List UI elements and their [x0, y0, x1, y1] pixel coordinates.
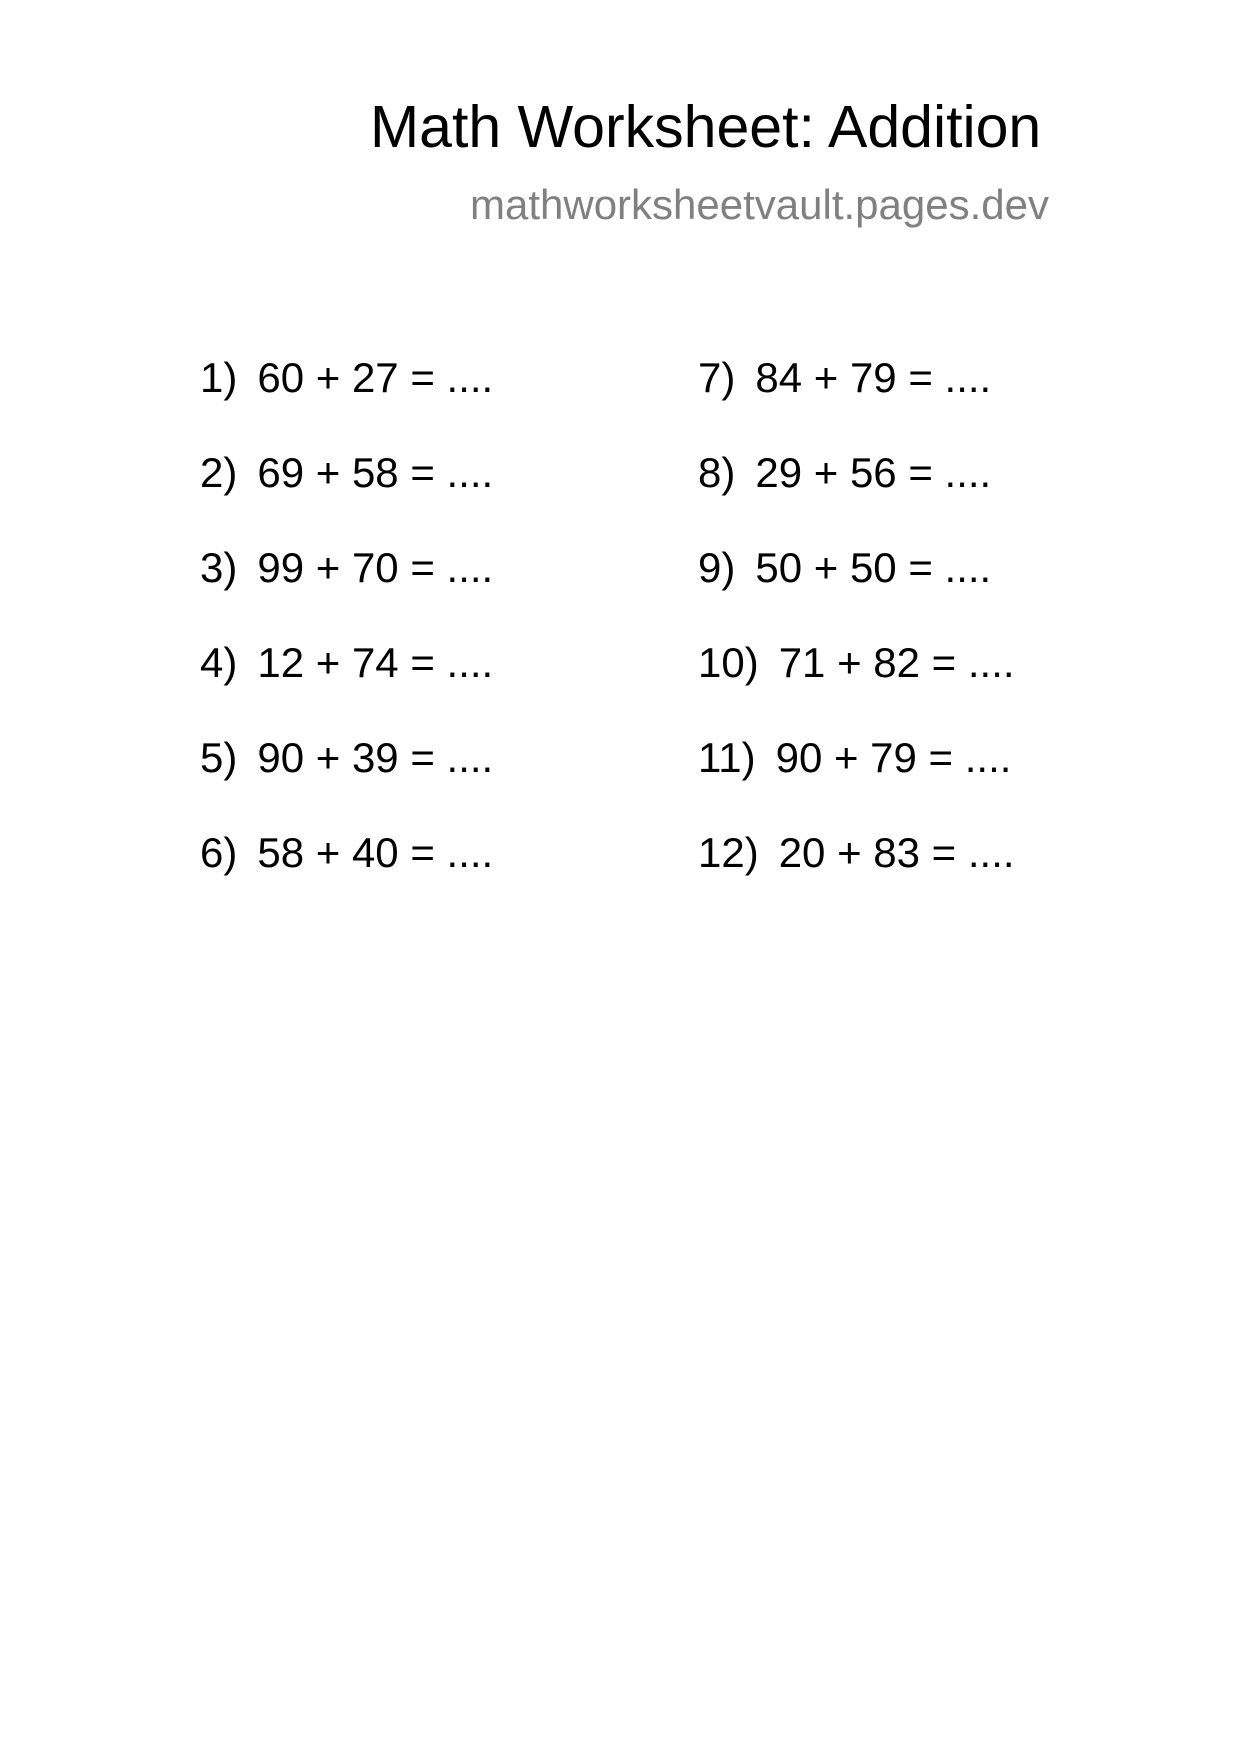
- problem-expression: 60 + 27 = ....: [257, 354, 494, 401]
- problem-expression: 84 + 79 = ....: [755, 354, 992, 401]
- problem-number: 12): [698, 829, 759, 876]
- problem-number: 6): [200, 829, 238, 876]
- problem-number: 8): [698, 449, 736, 496]
- problem-expression: 99 + 70 = ....: [257, 544, 494, 591]
- problem-number: 3): [200, 544, 238, 591]
- problem-item: [200, 734, 494, 781]
- problem-number: 9): [698, 544, 736, 591]
- problem-item: [200, 354, 494, 401]
- problem-number: 5): [200, 734, 238, 781]
- problem-item: [698, 639, 1015, 686]
- website-label: mathworksheetvault.pages.dev: [470, 181, 1049, 228]
- problem-item: [698, 829, 1015, 876]
- problem-expression: 50 + 50 = ....: [755, 544, 992, 591]
- problem-item: [200, 829, 494, 876]
- problem-item: [698, 354, 992, 401]
- problem-number: 7): [698, 354, 736, 401]
- problem-expression: 20 + 83 = ....: [778, 829, 1015, 876]
- problem-item: [698, 544, 992, 591]
- problem-expression: 58 + 40 = ....: [257, 829, 494, 876]
- problem-expression: 71 + 82 = ....: [778, 639, 1015, 686]
- problem-item: [698, 734, 1012, 781]
- problem-number: 10): [698, 639, 759, 686]
- problem-item: [200, 544, 494, 591]
- problem-number: 2): [200, 449, 238, 496]
- problem-number: 1): [200, 354, 238, 401]
- problem-number: 11): [698, 734, 756, 781]
- problem-item: [698, 449, 992, 496]
- page-title: Math Worksheet: Addition: [370, 94, 1042, 160]
- problem-expression: 29 + 56 = ....: [755, 449, 992, 496]
- problem-number: 4): [200, 639, 238, 686]
- problem-expression: 12 + 74 = ....: [257, 639, 494, 686]
- problem-expression: 90 + 39 = ....: [257, 734, 494, 781]
- problem-expression: 90 + 79 = ....: [775, 734, 1012, 781]
- problem-item: [200, 449, 494, 496]
- problem-item: [200, 639, 494, 686]
- problem-expression: 69 + 58 = ....: [257, 449, 494, 496]
